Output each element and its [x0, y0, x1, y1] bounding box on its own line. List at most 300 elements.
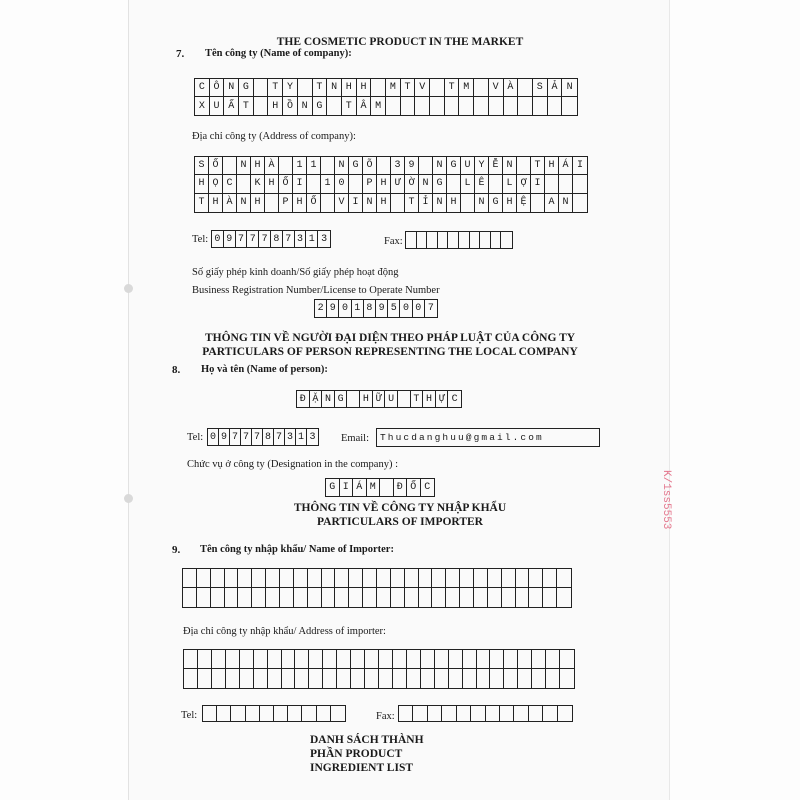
char-box: [421, 669, 435, 688]
char-box: [516, 588, 530, 607]
char-box: 0: [400, 300, 412, 317]
char-box: [197, 569, 211, 588]
char-box: M: [371, 97, 386, 115]
char-box: 8: [263, 429, 274, 445]
char-box: S: [195, 157, 209, 175]
char-box: [211, 569, 225, 588]
importer-name-label: Tên công ty nhập khẩu/ Name of Importer:: [200, 544, 394, 555]
char-box: Á: [353, 479, 367, 496]
char-box: [321, 194, 335, 212]
char-box: [365, 650, 379, 669]
char-box: [435, 650, 449, 669]
char-box: [198, 650, 212, 669]
char-box: C: [223, 175, 237, 193]
importer-tel-label: Tel:: [181, 710, 198, 721]
char-box: Y: [283, 79, 298, 97]
char-box: [490, 669, 504, 688]
char-box: 2: [315, 300, 327, 317]
char-box: [322, 569, 336, 588]
char-box: Ệ: [517, 194, 531, 212]
char-box: T: [445, 79, 460, 97]
char-box: [548, 97, 563, 115]
char-box: I: [573, 157, 587, 175]
char-box: T: [411, 391, 424, 407]
char-box: 1: [306, 231, 318, 247]
char-box: [349, 569, 363, 588]
char-box: [279, 157, 293, 175]
char-box: [380, 479, 394, 496]
char-box: H: [360, 391, 373, 407]
char-box: [421, 650, 435, 669]
designation-label: Chức vụ ở công ty (Designation in the company) :: [187, 459, 398, 470]
char-box: [489, 175, 503, 193]
char-box: [265, 194, 279, 212]
char-box: 1: [352, 300, 364, 317]
char-box: 9: [219, 429, 230, 445]
char-box: 1: [321, 175, 335, 193]
char-box: [448, 232, 459, 248]
char-box: [225, 588, 239, 607]
char-box: [488, 588, 502, 607]
char-box: [349, 588, 363, 607]
char-box: 3: [391, 157, 405, 175]
char-box: [282, 669, 296, 688]
char-box: I: [531, 175, 545, 193]
char-box: N: [363, 194, 377, 212]
email-label: Email:: [341, 433, 369, 444]
char-box: [386, 97, 401, 115]
char-box: Ô: [210, 79, 225, 97]
char-box: [558, 706, 572, 721]
char-box: [474, 569, 488, 588]
char-box: [266, 588, 280, 607]
char-box: Ư: [391, 175, 405, 193]
char-box: [377, 588, 391, 607]
char-box: [212, 650, 226, 669]
char-box: À: [504, 79, 519, 97]
char-box: [225, 569, 239, 588]
char-box: [266, 569, 280, 588]
char-box: 7: [274, 429, 285, 445]
char-box: T: [342, 97, 357, 115]
char-box: I: [349, 194, 363, 212]
char-box: V: [489, 79, 504, 97]
char-box: Ấ: [224, 97, 239, 115]
ingredient-heading-line2: PHẦN PRODUCT: [310, 748, 403, 760]
char-box: [226, 650, 240, 669]
char-box: [457, 706, 471, 721]
char-box: [377, 157, 391, 175]
char-box: [415, 97, 430, 115]
char-box: U: [385, 391, 398, 407]
char-box: [432, 588, 446, 607]
section-8-number: 8.: [172, 364, 181, 376]
char-box: Ê: [475, 175, 489, 193]
char-box: I: [293, 175, 307, 193]
char-box: [502, 569, 516, 588]
char-box: [379, 669, 393, 688]
section-9-number: 9.: [172, 544, 181, 556]
char-box: [183, 588, 197, 607]
char-box: N: [322, 391, 335, 407]
char-box: 8: [271, 231, 283, 247]
ingredient-heading-line1: DANH SÁCH THÀNH: [310, 734, 424, 746]
char-box: [442, 706, 456, 721]
char-box: [419, 569, 433, 588]
char-box: N: [559, 194, 573, 212]
char-box: V: [415, 79, 430, 97]
char-box: [363, 588, 377, 607]
char-box: [529, 588, 543, 607]
importer-name-grid: [182, 568, 572, 608]
char-box: [417, 232, 428, 248]
char-box: [274, 706, 288, 721]
char-box: H: [377, 194, 391, 212]
char-box: 7: [259, 231, 271, 247]
tel-digits: [211, 230, 331, 248]
char-box: [280, 569, 294, 588]
char-box: [463, 650, 477, 669]
char-box: [532, 669, 546, 688]
char-box: [391, 194, 405, 212]
char-box: 7: [247, 231, 259, 247]
char-box: [288, 706, 302, 721]
char-box: N: [335, 157, 349, 175]
char-box: [488, 569, 502, 588]
char-box: [474, 588, 488, 607]
char-box: [321, 157, 335, 175]
char-box: [460, 569, 474, 588]
license-label-en: Business Registration Number/License to Operate Number: [192, 285, 440, 296]
char-box: [491, 232, 502, 248]
char-box: [545, 175, 559, 193]
char-box: [504, 650, 518, 669]
importer-heading-en: PARTICULARS OF IMPORTER: [317, 516, 483, 528]
char-box: X: [195, 97, 210, 115]
char-box: [203, 706, 217, 721]
char-box: [489, 97, 504, 115]
char-box: N: [327, 79, 342, 97]
char-box: [237, 175, 251, 193]
char-box: N: [224, 79, 239, 97]
char-box: 7: [241, 429, 252, 445]
char-box: [323, 669, 337, 688]
char-box: Á: [559, 157, 573, 175]
char-box: [197, 588, 211, 607]
char-box: [518, 79, 533, 97]
char-box: [295, 669, 309, 688]
char-box: Đ: [297, 391, 310, 407]
char-box: [543, 569, 557, 588]
ingredient-heading-line3: INGREDIENT LIST: [310, 762, 414, 774]
char-box: T: [195, 194, 209, 212]
char-box: [546, 650, 560, 669]
char-box: [238, 569, 252, 588]
char-box: [430, 79, 445, 97]
char-box: Ễ: [489, 157, 503, 175]
char-box: N: [298, 97, 313, 115]
char-box: [184, 669, 198, 688]
char-box: T: [531, 157, 545, 175]
char-box: T: [405, 194, 419, 212]
char-box: Ự: [436, 391, 449, 407]
char-box: [559, 175, 573, 193]
license-digits: [314, 299, 438, 318]
char-box: [406, 232, 417, 248]
char-box: K: [251, 175, 265, 193]
char-box: G: [239, 79, 254, 97]
importer-tel-digits: [202, 705, 346, 722]
char-box: [254, 97, 269, 115]
char-box: [407, 650, 421, 669]
char-box: [335, 569, 349, 588]
char-box: N: [433, 194, 447, 212]
char-box: 3: [295, 231, 307, 247]
char-box: [337, 650, 351, 669]
char-box: T: [401, 79, 416, 97]
char-box: [449, 650, 463, 669]
char-box: 7: [236, 231, 248, 247]
char-box: [532, 650, 546, 669]
char-box: 8: [364, 300, 376, 317]
char-box: [349, 175, 363, 193]
char-box: [347, 391, 360, 407]
char-box: 7: [283, 231, 295, 247]
fax-label: Fax:: [384, 236, 403, 247]
char-box: [323, 650, 337, 669]
char-box: [459, 97, 474, 115]
importer-address-label: Địa chỉ công ty nhập khẩu/ Address of importer:: [183, 626, 386, 637]
char-box: [480, 232, 491, 248]
license-label-vi: Số giấy phép kinh doanh/Số giấy phép hoạt động: [192, 267, 399, 278]
char-box: [223, 157, 237, 175]
char-box: [295, 650, 309, 669]
char-box: [514, 706, 528, 721]
importer-fax-label: Fax:: [376, 711, 395, 722]
char-box: Đ: [394, 479, 408, 496]
side-stamp: K/1ss5553: [660, 470, 672, 530]
char-box: U: [461, 157, 475, 175]
char-box: [211, 588, 225, 607]
char-box: Ỉ: [419, 194, 433, 212]
char-box: À: [265, 157, 279, 175]
char-box: [335, 588, 349, 607]
section-7-number: 7.: [176, 48, 185, 60]
char-box: [500, 706, 514, 721]
rep-tel-digits: [207, 428, 319, 446]
char-box: [446, 569, 460, 588]
char-box: [573, 194, 587, 212]
char-box: [474, 97, 489, 115]
char-box: [240, 669, 254, 688]
char-box: H: [503, 194, 517, 212]
fax-digits: [405, 231, 513, 249]
char-box: 9: [405, 157, 419, 175]
char-box: [419, 588, 433, 607]
char-box: 0: [413, 300, 425, 317]
char-box: [543, 588, 557, 607]
char-box: [446, 588, 460, 607]
char-box: 9: [327, 300, 339, 317]
char-box: [407, 669, 421, 688]
char-box: [427, 232, 438, 248]
char-box: [226, 669, 240, 688]
char-box: [430, 97, 445, 115]
char-box: [393, 650, 407, 669]
email-field: Thucdanghuu@gmail.com: [376, 428, 600, 447]
char-box: C: [195, 79, 210, 97]
char-box: [399, 706, 413, 721]
char-box: 7: [252, 429, 263, 445]
char-box: [517, 157, 531, 175]
char-box: [365, 669, 379, 688]
char-box: [307, 175, 321, 193]
char-box: 7: [230, 429, 241, 445]
char-box: [217, 706, 231, 721]
char-box: [331, 706, 345, 721]
char-box: C: [451, 393, 458, 405]
char-box: À: [223, 194, 237, 212]
company-name-label: Tên công ty (Name of company):: [205, 48, 352, 59]
char-box: Ố: [407, 479, 421, 496]
char-box: [280, 588, 294, 607]
char-box: [533, 97, 548, 115]
char-box: 9: [224, 231, 236, 247]
char-box: [459, 232, 470, 248]
char-box: 5: [388, 300, 400, 317]
punch-hole: [124, 494, 133, 503]
char-box: H: [251, 157, 265, 175]
char-box: [268, 669, 282, 688]
char-box: M: [459, 79, 474, 97]
char-box: A: [545, 194, 559, 212]
char-box: [432, 569, 446, 588]
char-box: [435, 669, 449, 688]
char-box: [322, 588, 336, 607]
char-box: H: [209, 194, 223, 212]
importer-fax-digits: [398, 705, 573, 722]
char-box: [560, 650, 574, 669]
char-box: [327, 97, 342, 115]
char-box: N: [562, 79, 577, 97]
person-name-label: Họ và tên (Name of person):: [201, 364, 328, 375]
char-box: [254, 650, 268, 669]
char-box: [428, 706, 442, 721]
char-box: [282, 650, 296, 669]
char-box: Ố: [279, 175, 293, 193]
char-box: [393, 669, 407, 688]
char-box: [529, 569, 543, 588]
char-box: [260, 706, 274, 721]
char-box: [419, 157, 433, 175]
char-box: [337, 669, 351, 688]
char-box: Õ: [363, 157, 377, 175]
char-box: [184, 650, 198, 669]
char-box: H: [447, 194, 461, 212]
char-box: [405, 588, 419, 607]
char-box: [294, 588, 308, 607]
char-box: [398, 391, 411, 407]
char-box: [438, 232, 449, 248]
char-box: N: [419, 175, 433, 193]
char-box: [543, 706, 557, 721]
company-name-grid: [194, 78, 578, 116]
char-box: [562, 97, 577, 115]
char-box: [268, 650, 282, 669]
char-box: 3: [285, 429, 296, 445]
char-box: T: [313, 79, 328, 97]
char-box: U: [210, 97, 225, 115]
char-box: [371, 79, 386, 97]
char-box: Â: [357, 97, 372, 115]
person-name-grid: [296, 390, 462, 408]
designation-grid: [325, 478, 435, 497]
char-box: G: [489, 194, 503, 212]
char-box: G: [349, 157, 363, 175]
rep-tel-label: Tel:: [187, 432, 204, 443]
char-box: [294, 569, 308, 588]
representative-heading-vi: THÔNG TIN VỀ NGƯỜI ĐẠI DIỆN THEO PHÁP LUẬT CỦA CÔNG TY: [204, 332, 576, 344]
char-box: P: [363, 175, 377, 193]
char-box: [504, 97, 519, 115]
char-box: [477, 650, 491, 669]
char-box: G: [433, 175, 447, 193]
char-box: [445, 97, 460, 115]
char-box: 1: [296, 429, 307, 445]
char-box: G: [335, 391, 348, 407]
char-box: [298, 79, 313, 97]
char-box: M: [386, 79, 401, 97]
char-box: [471, 706, 485, 721]
char-box: [231, 706, 245, 721]
char-box: T: [239, 97, 254, 115]
char-box: L: [461, 175, 475, 193]
char-box: [477, 669, 491, 688]
char-box: S: [533, 79, 548, 97]
char-box: [449, 669, 463, 688]
char-box: Ữ: [373, 391, 386, 407]
punch-hole: [124, 284, 133, 293]
char-box: [518, 97, 533, 115]
char-box: [516, 569, 530, 588]
char-box: H: [377, 175, 391, 193]
char-box: 0: [339, 300, 351, 317]
char-box: [309, 669, 323, 688]
char-box: [470, 232, 481, 248]
char-box: [254, 669, 268, 688]
char-box: [379, 650, 393, 669]
char-box: M: [367, 479, 381, 496]
char-box: H: [293, 194, 307, 212]
char-box: [557, 588, 571, 607]
char-box: [529, 706, 543, 721]
char-box: [560, 669, 574, 688]
char-box: H: [342, 79, 357, 97]
char-box: N: [475, 194, 489, 212]
char-box: [246, 706, 260, 721]
char-box: [309, 650, 323, 669]
char-box: 0: [212, 231, 224, 247]
char-box: [486, 706, 500, 721]
char-box: 7: [427, 303, 434, 314]
representative-heading-en: PARTICULARS OF PERSON REPRESENTING THE LOCAL COMPANY: [202, 346, 578, 358]
char-box: C: [424, 482, 431, 493]
char-box: 3: [321, 233, 328, 245]
char-box: H: [251, 194, 265, 212]
char-box: [531, 194, 545, 212]
char-box: [460, 588, 474, 607]
char-box: [413, 706, 427, 721]
